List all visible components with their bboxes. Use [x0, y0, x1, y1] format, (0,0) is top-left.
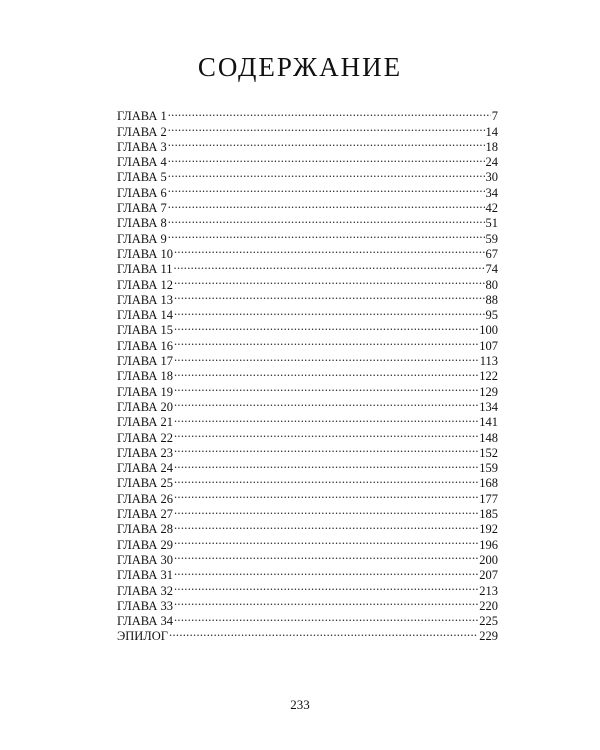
toc-entry-page: 196 — [479, 537, 498, 552]
toc-entry-label: ГЛАВА 29 — [117, 537, 173, 552]
toc-entry — [117, 457, 498, 476]
dot-leader — [174, 457, 478, 472]
toc-entry — [117, 625, 498, 644]
toc-entry-label: ГЛАВА 27 — [117, 507, 173, 522]
toc-entry-label: ГЛАВА 4 — [117, 155, 167, 170]
toc-entry-label: ГЛАВА 11 — [117, 262, 173, 277]
toc-entry-page: 88 — [485, 292, 498, 307]
toc-entry-label: ГЛАВА 14 — [117, 308, 173, 323]
toc-entry-page: 129 — [479, 384, 498, 399]
toc-entry-label: ГЛАВА 31 — [117, 568, 173, 583]
toc-entry-page: 24 — [485, 155, 498, 170]
toc-entry-page: 122 — [479, 369, 498, 384]
toc-entry-label: ГЛАВА 19 — [117, 384, 173, 399]
toc-entry — [117, 487, 498, 506]
dot-leader — [169, 625, 478, 640]
dot-leader — [174, 503, 478, 518]
dot-leader — [174, 319, 478, 334]
toc-entry — [117, 579, 498, 598]
dot-leader — [174, 365, 478, 380]
toc-entry-page: 59 — [485, 231, 498, 246]
toc-entry-page: 148 — [479, 430, 498, 445]
toc-entry — [117, 426, 498, 445]
toc-entry-label: ГЛАВА 2 — [117, 124, 167, 139]
dot-leader — [174, 595, 478, 610]
toc-entry — [117, 411, 498, 430]
toc-entry-label: ГЛАВА 3 — [117, 139, 167, 154]
toc-entry-label: ГЛАВА 16 — [117, 338, 173, 353]
dot-leader — [174, 273, 485, 288]
toc-entry-label: ГЛАВА 7 — [117, 201, 167, 216]
toc-entry-page: 213 — [479, 583, 498, 598]
dot-leader — [174, 518, 478, 533]
toc-entry — [117, 503, 498, 522]
toc-entry-page: 185 — [479, 507, 498, 522]
toc-entry-label: ГЛАВА 22 — [117, 430, 173, 445]
toc-entry-page: 200 — [479, 552, 498, 567]
dot-leader — [168, 166, 485, 181]
toc-entry — [117, 396, 498, 414]
toc-entry-label: ГЛАВА 30 — [117, 552, 173, 567]
toc-entry — [117, 181, 498, 200]
dot-leader — [174, 549, 478, 564]
toc-entry — [117, 610, 498, 629]
toc-entry-label: ГЛАВА 33 — [117, 598, 173, 613]
toc-entry-label: ГЛАВА 5 — [117, 170, 167, 185]
toc-entry-page: 107 — [479, 338, 498, 353]
toc-entry-page: 141 — [479, 415, 498, 430]
toc-entry-label: ГЛАВА 1 — [117, 109, 167, 124]
toc-entry-page: 192 — [479, 522, 498, 537]
toc-entry — [117, 243, 498, 261]
toc-entry-page: 7 — [491, 109, 498, 124]
toc-entry — [117, 289, 498, 307]
dot-leader — [174, 243, 485, 258]
toc-entry-page: 177 — [479, 491, 498, 506]
dot-leader — [168, 105, 491, 120]
toc-entry-page: 229 — [479, 629, 498, 644]
dot-leader — [168, 212, 485, 227]
toc-entry-label: ГЛАВА 13 — [117, 292, 173, 307]
dot-leader — [174, 487, 478, 502]
toc-entry — [117, 472, 498, 491]
toc-entry — [117, 365, 498, 384]
toc-entry — [117, 319, 498, 338]
toc-entry-page: 220 — [479, 598, 498, 613]
toc-entry-page: 207 — [479, 568, 498, 583]
dot-leader — [168, 197, 485, 212]
toc-entry — [117, 442, 498, 460]
toc-entry-label: ЭПИЛОГ — [117, 629, 169, 644]
toc-entry-label: ГЛАВА 23 — [117, 445, 173, 460]
toc-entry-page: 152 — [479, 445, 498, 460]
toc-entry — [117, 120, 498, 139]
toc-entry — [117, 595, 498, 613]
toc-entry-page: 100 — [479, 323, 498, 338]
toc-entry-label: ГЛАВА 34 — [117, 614, 173, 629]
dot-leader — [174, 396, 478, 411]
toc-entry — [117, 334, 498, 353]
toc-entry — [117, 105, 498, 124]
toc-entry — [117, 518, 498, 537]
toc-entry — [117, 166, 498, 185]
dot-leader — [168, 136, 485, 151]
toc-entry-label: ГЛАВА 26 — [117, 491, 173, 506]
dot-leader — [174, 258, 485, 273]
toc-entry — [117, 549, 498, 567]
toc-entry-label: ГЛАВА 32 — [117, 583, 173, 598]
toc-entry-page: 159 — [479, 461, 498, 476]
dot-leader — [168, 151, 485, 166]
toc-entry-label: ГЛАВА 18 — [117, 369, 173, 384]
toc-entry-label: ГЛАВА 24 — [117, 461, 173, 476]
toc-entry-label: ГЛАВА 8 — [117, 216, 167, 231]
toc-entry-page: 113 — [479, 354, 498, 369]
toc-entry-page: 34 — [485, 185, 498, 200]
toc-entry-page: 80 — [485, 277, 498, 292]
toc-entry-page: 14 — [485, 124, 498, 139]
toc-entry — [117, 212, 498, 231]
toc-entry-label: ГЛАВА 15 — [117, 323, 173, 338]
toc-entry — [117, 304, 498, 323]
dot-leader — [174, 304, 485, 319]
dot-leader — [174, 411, 478, 426]
toc-entry — [117, 380, 498, 399]
toc-entry-label: ГЛАВА 25 — [117, 476, 173, 491]
toc-entry-label: ГЛАВА 9 — [117, 231, 167, 246]
dot-leader — [168, 120, 485, 135]
dot-leader — [174, 380, 478, 395]
dot-leader — [174, 610, 478, 625]
toc-entry-label: ГЛАВА 20 — [117, 399, 173, 414]
toc-entry-page: 18 — [485, 139, 498, 154]
toc-entry-page: 30 — [485, 170, 498, 185]
toc-entry-label: ГЛАВА 28 — [117, 522, 173, 537]
toc-entry-page: 67 — [485, 246, 498, 261]
toc-entry-page: 225 — [479, 614, 498, 629]
page-number: 233 — [290, 697, 310, 712]
toc-list — [117, 105, 498, 644]
dot-leader — [174, 564, 478, 579]
dot-leader — [174, 533, 478, 548]
toc-entry — [117, 350, 498, 369]
toc-entry — [117, 273, 498, 292]
toc-entry — [117, 136, 498, 154]
toc-entry — [117, 227, 498, 246]
dot-leader — [174, 442, 478, 457]
dot-leader — [174, 426, 478, 441]
dot-leader — [174, 289, 485, 304]
toc-entry-page: 42 — [485, 201, 498, 216]
toc-entry-page: 95 — [485, 308, 498, 323]
toc-entry-label: ГЛАВА 17 — [117, 354, 173, 369]
toc-entry — [117, 533, 498, 552]
toc-entry-label: ГЛАВА 21 — [117, 415, 173, 430]
dot-leader — [174, 472, 478, 487]
toc-entry — [117, 197, 498, 216]
dot-leader — [174, 579, 478, 594]
toc-entry-page: 168 — [479, 476, 498, 491]
toc-entry-page: 134 — [479, 399, 498, 414]
toc-entry — [117, 258, 498, 277]
toc-title: СОДЕРЖАНИЕ — [197, 52, 403, 82]
toc-entry-label: ГЛАВА 12 — [117, 277, 173, 292]
toc-entry-page: 74 — [485, 262, 498, 277]
dot-leader — [168, 227, 485, 242]
dot-leader — [174, 334, 478, 349]
toc-entry-label: ГЛАВА 10 — [117, 246, 173, 261]
toc-entry — [117, 564, 498, 583]
toc-entry-page: 51 — [485, 216, 498, 231]
toc-entry-label: ГЛАВА 6 — [117, 185, 167, 200]
dot-leader — [174, 350, 479, 365]
dot-leader — [168, 181, 485, 196]
toc-entry — [117, 151, 498, 170]
